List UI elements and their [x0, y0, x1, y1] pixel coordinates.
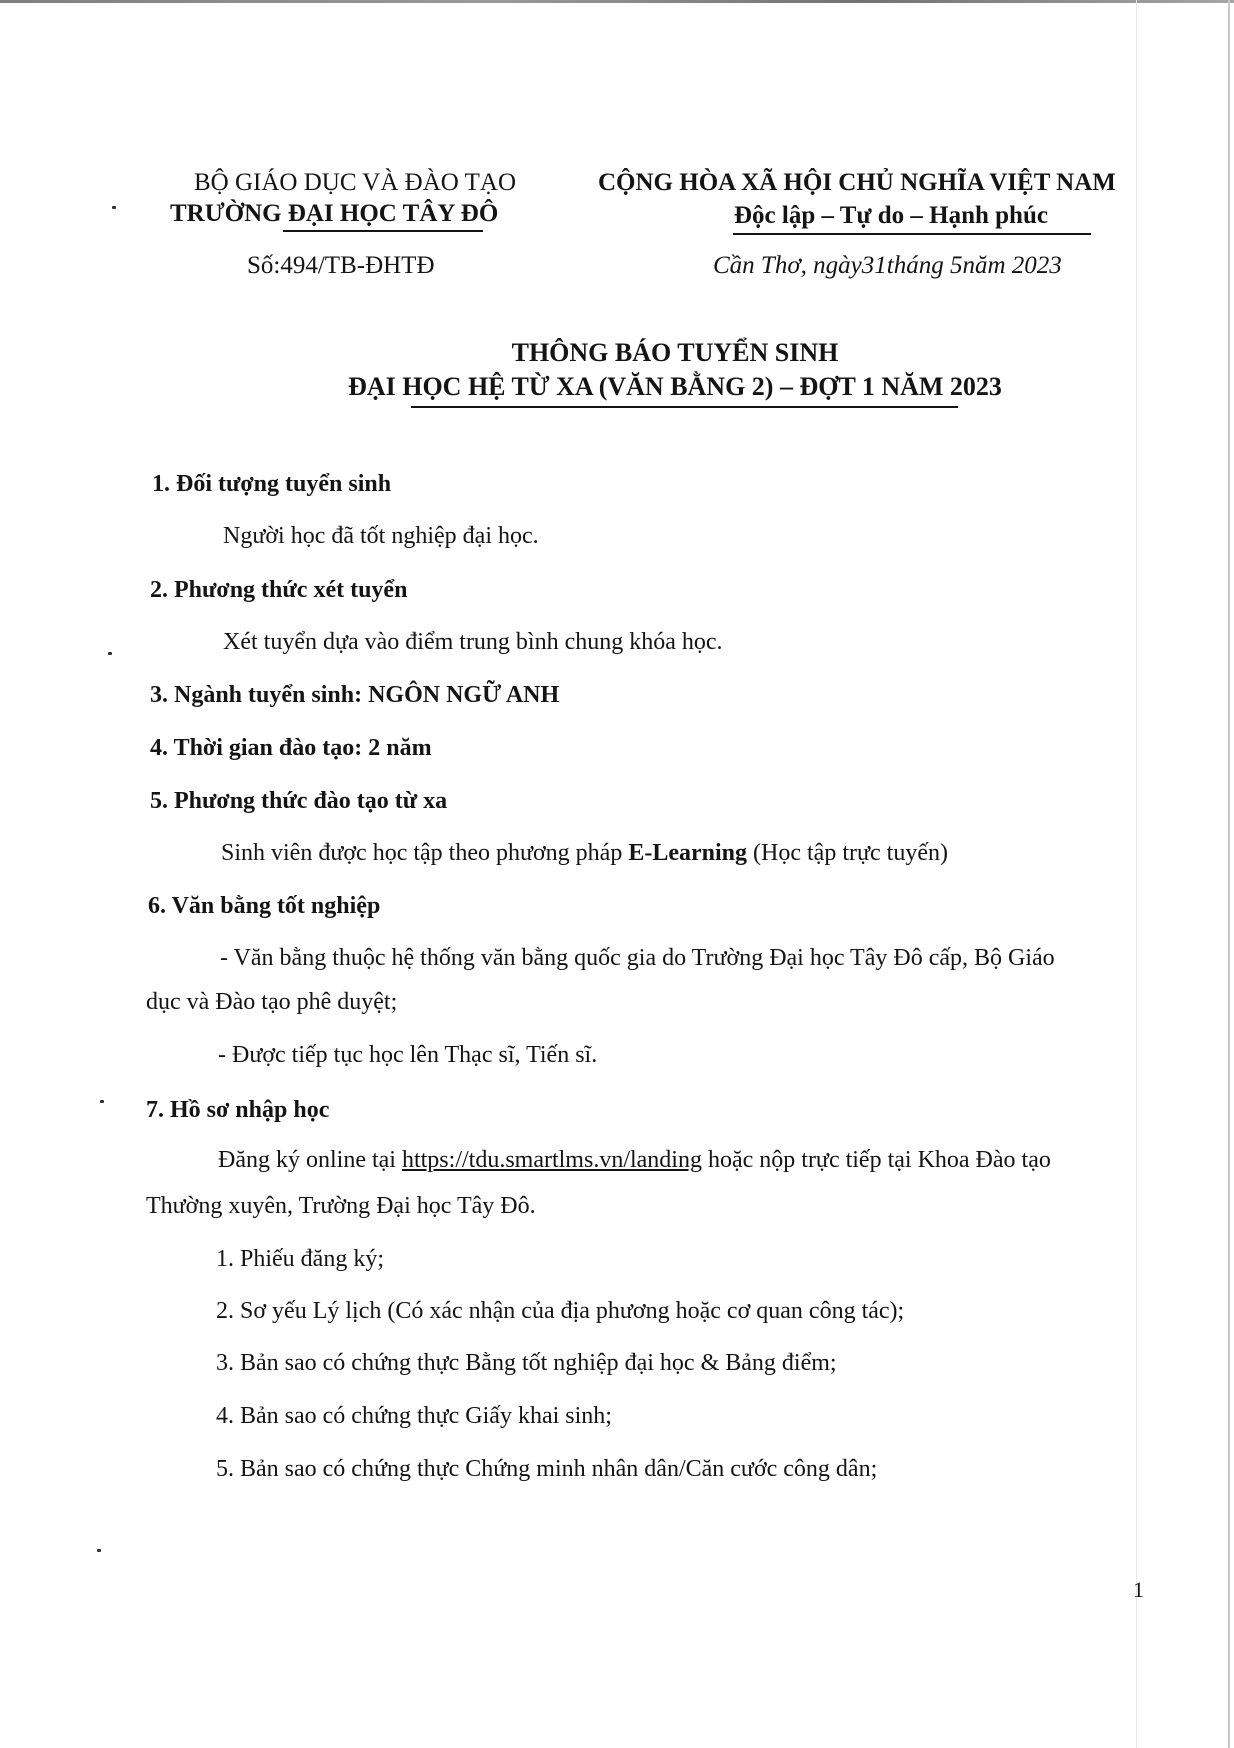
section-6-line-1: - Văn bằng thuộc hệ thống văn bằng quốc gia do Trường Đại học Tây Đô cấp, Bộ Giáo [220, 945, 1055, 971]
section-5-heading: 5. Phương thức đào tạo từ xa [150, 788, 448, 814]
university-name: TRƯỜNG ĐẠI HỌC TÂY ĐÔ [170, 200, 499, 227]
scan-speck [100, 1100, 104, 1103]
section-5-text-before: Sinh viên được học tập theo phương pháp [221, 840, 629, 866]
university-underline [283, 230, 483, 232]
place-and-date: Cần Thơ, ngày31tháng 5năm 2023 [713, 252, 1062, 279]
registration-link[interactable]: https://tdu.smartlms.vn/landing [401, 1147, 702, 1173]
section-7-heading: 7. Hồ sơ nhập học [146, 1097, 330, 1123]
scan-speck [112, 206, 116, 209]
section-7-intro-before: Đăng ký online tại [218, 1147, 402, 1173]
republic-name: CỘNG HÒA XÃ HỘI CHỦ NGHĨA VIỆT NAM [598, 169, 1116, 196]
section-7-intro-after: hoặc nộp trực tiếp tại Khoa Đào tạo [701, 1147, 1051, 1173]
motto-underline [733, 233, 1091, 235]
section-1-heading: 1. Đối tượng tuyển sinh [152, 471, 392, 497]
section-5-text [221, 840, 948, 867]
page-number: 1 [1133, 1577, 1144, 1602]
document-item: 3. Bản sao có chứng thực Bằng tốt nghiệp đại học & Bảng điểm; [216, 1350, 837, 1376]
scan-fold-line [1136, 0, 1137, 1748]
section-4-heading: 4. Thời gian đào tạo: 2 năm [150, 735, 432, 761]
notice-subtitle: ĐẠI HỌC HỆ TỪ XA (VĂN BẰNG 2) – ĐỢT 1 NĂM 2023 [348, 372, 1002, 401]
e-learning-term: E-Learning [628, 840, 748, 866]
document-item: 1. Phiếu đăng ký; [216, 1246, 384, 1272]
section-6-heading: 6. Văn bằng tốt nghiệp [148, 893, 381, 919]
section-7-intro-line-2: Thường xuyên, Trường Đại học Tây Đô. [146, 1193, 536, 1219]
ministry-name: BỘ GIÁO DỤC VÀ ĐÀO TẠO [194, 169, 516, 196]
scan-speck [108, 652, 112, 655]
scan-edge-top [0, 0, 1234, 3]
document-item: 4. Bản sao có chứng thực Giấy khai sinh; [216, 1403, 612, 1429]
document-item: 5. Bản sao có chứng thực Chứng minh nhân dân/Căn cước công dân; [216, 1456, 878, 1482]
document-number: Số:494/TB-ĐHTĐ [247, 252, 435, 279]
notice-title: THÔNG BÁO TUYỂN SINH [511, 338, 839, 367]
section-7-intro [218, 1147, 1051, 1174]
section-5-text-after: (Học tập trực tuyến) [747, 840, 948, 866]
section-2-heading: 2. Phương thức xét tuyển [150, 577, 408, 603]
national-motto: Độc lập – Tự do – Hạnh phúc [734, 202, 1048, 229]
scan-speck [97, 1549, 101, 1552]
scan-edge-right [1228, 0, 1230, 1748]
section-1-text: Người học đã tốt nghiệp đại học. [223, 523, 539, 549]
section-6-line-3: - Được tiếp tục học lên Thạc sĩ, Tiến sĩ. [218, 1042, 598, 1068]
document-item: 2. Sơ yếu Lý lịch (Có xác nhận của địa phương hoặc cơ quan công tác); [216, 1298, 905, 1324]
section-6-line-2: dục và Đào tạo phê duyệt; [146, 989, 398, 1015]
section-3-heading: 3. Ngành tuyển sinh: NGÔN NGỮ ANH [150, 682, 560, 708]
section-2-text: Xét tuyển dựa vào điểm trung bình chung khóa học. [223, 629, 723, 655]
title-underline [411, 406, 958, 408]
